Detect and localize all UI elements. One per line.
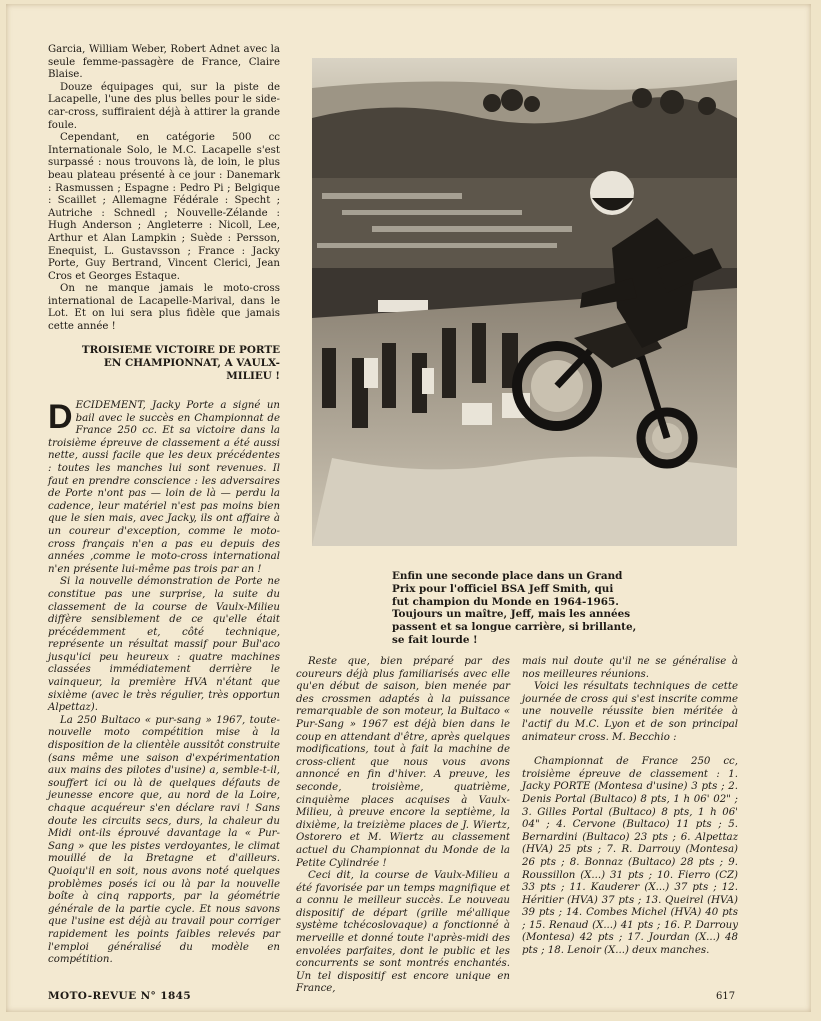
- intro-paragraph: Douze équipages qui, sur la piste de Lacapelle, l'une des plus belles pour le side-car-cross, suffiraient déjà à attirer la grande foule.: [48, 81, 280, 131]
- headline-line: TROISIEME VICTOIRE DE PORTE: [81, 344, 280, 356]
- paragraph-gap: [522, 744, 738, 756]
- photo-illustration: [312, 58, 737, 546]
- article-headline: [48, 344, 280, 384]
- article-paragraph: mais nul doute qu'il ne se généralise à nos meilleures réunions.: [522, 656, 738, 680]
- motocross-photo: [312, 58, 737, 546]
- caption-line: Enfin une seconde place dans un Grand: [392, 570, 623, 582]
- headline-line: EN CHAMPIONNAT, A VAULX-: [103, 357, 280, 370]
- article-paragraph: La 250 Bultaco « pur-sang » 1967, toute-nouvelle moto compétition mise à la disposition de la clientèle aussitôt construite (sans même une saison d'expérimentation aux mains des pilotes d'usine) a, semble-t-il, souffert ici ou là de quelques défauts de jeunesse encore que, au nord de la Loire, chaque acquéreur s'en déclare ravi ! Sans doute les circuits secs, durs, la chaleur du Midi ont-ils éprouvé davantage la « Pur-Sang » que les pistes verdoyantes, le climat mouillé de la Bretagne et d'ailleurs. Quoiqu'il en soit, nous avons noté quelques problèmes posés ici ou là par la nouvelle boîte à cinq rapports, par la géométrie générale de la partie cycle. Et nous savons que l'usine est déjà au travail pour corriger rapidement les points faibles relevés par l'emploi généralisé du modèle en compétition.: [48, 714, 280, 966]
- caption-line: Prix pour l'officiel BSA Jeff Smith, qui: [392, 582, 614, 595]
- article-paragraph: Reste que, bien préparé par des coureurs déjà plus familiarisés avec elle qu'en début de saison, bien menée par des crossmen adaptés à la puissance remarquable de son moteur, la Bultaco « Pur-Sang » 1967 est déjà bien dans le coup en attendant d'être, après quelques modifications, tout à fait la machine de cross-client que nous vous avons annoncé en fin d'hiver. A preuve, les seconde, troisième, quatrième, cinquième places acquises à Vaulx-Milieu, à preuve encore la septième, la dixième, la treizième places de J. Wiertz, Ostorero et M. Wiertz au classement actuel du Championnat du Monde de la Petite Cylindrée !: [296, 656, 510, 869]
- caption-line: Toujours un maître, Jeff, mais les années: [392, 608, 631, 621]
- caption-line: fut champion du Monde en 1964-1965.: [392, 595, 619, 608]
- intro-paragraph: Garcia, William Weber, Robert Adnet avec la seule femme-passagère de France, Claire Blaise.: [48, 44, 280, 81]
- article-paragraph: Si la nouvelle démonstration de Porte ne constitue pas une surprise, la suite du classement de la course de Vaulx-Milieu diffère sensiblement de ce qu'elle était précédemment et, côté technique, représente un résultat massif pour Bul'aco jusqu'ici peu heureux : quatre machines classées immédiatement derrière le vainqueur, la première HVA n'étant que sixième (avec le très régulier, très opportun Alpettaz).: [48, 576, 280, 714]
- race-results: Championnat de France 250 cc, troisième épreuve de classement : 1. Jacky PORTE (Montesa d'usine) 3 pts ; 2. Denis Portal (Bultaco) 8 pts, 1 h 06' 02" ; 3. Gilles Portal (Bultaco) 8 pts, 1 h 06' 04" ; 4. Cervone (Bultaco) 11 pts ; 5. Bernardini (Bultaco) 23 pts ; 6. Alpettaz (HVA) 25 pts ; 7. R. Darrouy (Montesa) 26 pts ; 8. Bonnaz (Bultaco) 28 pts ; 9. Roussillon (X...) 31 pts ; 10. Fierro (CZ) 33 pts ; 11. Kauderer (X...) 37 pts ; 12. Héritier (HVA) 37 pts ; 13. Queirel (HVA) 39 pts ; 14. Combes Michel (HVA) 40 pts ; 15. Renaud (X...) 41 pts ; 16. P. Darrouy (Montesa) 42 pts ; 17. Jourdan (X...) 48 pts ; 18. Lenoir (X...) deux manches.: [522, 756, 738, 957]
- caption-line: passent et sa longue carrière, si brillante,: [392, 621, 637, 634]
- intro-column: [48, 44, 280, 334]
- intro-paragraph: Cependant, en catégorie 500 cc Internationale Solo, le M.C. Lacapelle s'est surpassé : nous trouvons là, de loin, le plus beau plateau présenté à ce jour : Danemark : Rasmussen ; Espagne : Pedro Pi ; Belgique : Scaillet ; Allemagne Fédérale : Specht ; Autriche : Schnedl ; Nouvelle-Zélande : Hugh Anderson ; Angleterre : Nicoll, Lee, Arthur et Alan Lampkin ; Suède : Persson, Enequist, L. Gustavsson ; France : Jacky Porte, Guy Bertrand, Vincent Clerici, Jean Cros et Georges Estaque.: [48, 132, 280, 282]
- article-paragraph-text: ECIDEMENT, Jacky Porte a signé un bail avec le succès en Championnat de France 250 cc. Et sa victoire dans la troisième épreuve de classement a été aussi nette, aussi facile que les deux précédentes : toutes les manches lui sont revenues. Il faut en prendre conscience : les adversaires de Porte n'ont pas — loin de là — perdu la cadence, leur matériel n'est pas moins bien que le sien mais, avec Jacky, ils ont affaire à un coureur d'exception, comme le moto-cross français n'en a pas eu depuis des années ,comme le moto-cross international n'en présente lui-même pas trois par an !: [48, 400, 280, 575]
- magazine-issue: MOTO-REVUE N° 1845: [48, 990, 192, 1002]
- intro-paragraph: On ne manque jamais le moto-cross international de Lacapelle-Marival, dans le Lot. Et on lui sera plus fidèle que jamais cette année !: [48, 283, 280, 333]
- article-left-column: [48, 400, 280, 967]
- drop-cap: D: [48, 398, 73, 436]
- headline-line: MILIEU !: [226, 370, 280, 383]
- article-paragraph: Voici les résultats techniques de cette journée de cross qui s'est inscrite comme une nouvelle réussite bien méritée à l'actif du M.C. Lyon et de son principal animateur cross. M. Becchio :: [522, 681, 738, 743]
- article-right-column: [522, 656, 738, 958]
- article-middle-column: [296, 656, 510, 996]
- article-paragraph: [48, 400, 280, 576]
- article-paragraph: Ceci dit, la course de Vaulx-Milieu a été favorisée par un temps magnifique et a connu le meilleur succès. Le nouveau dispositif de départ (grille mé'allique système tchécoslovaque) a fonctionné à merveille et donné toute l'après-midi des envolées parfaites, dont le public et les concurrents se sont montrés enchantés. Un tel dispositif est encore unique en France,: [296, 870, 510, 995]
- caption-line: se fait lourde !: [392, 633, 478, 646]
- page-number: 617: [716, 991, 736, 1002]
- photo-caption: [392, 570, 644, 647]
